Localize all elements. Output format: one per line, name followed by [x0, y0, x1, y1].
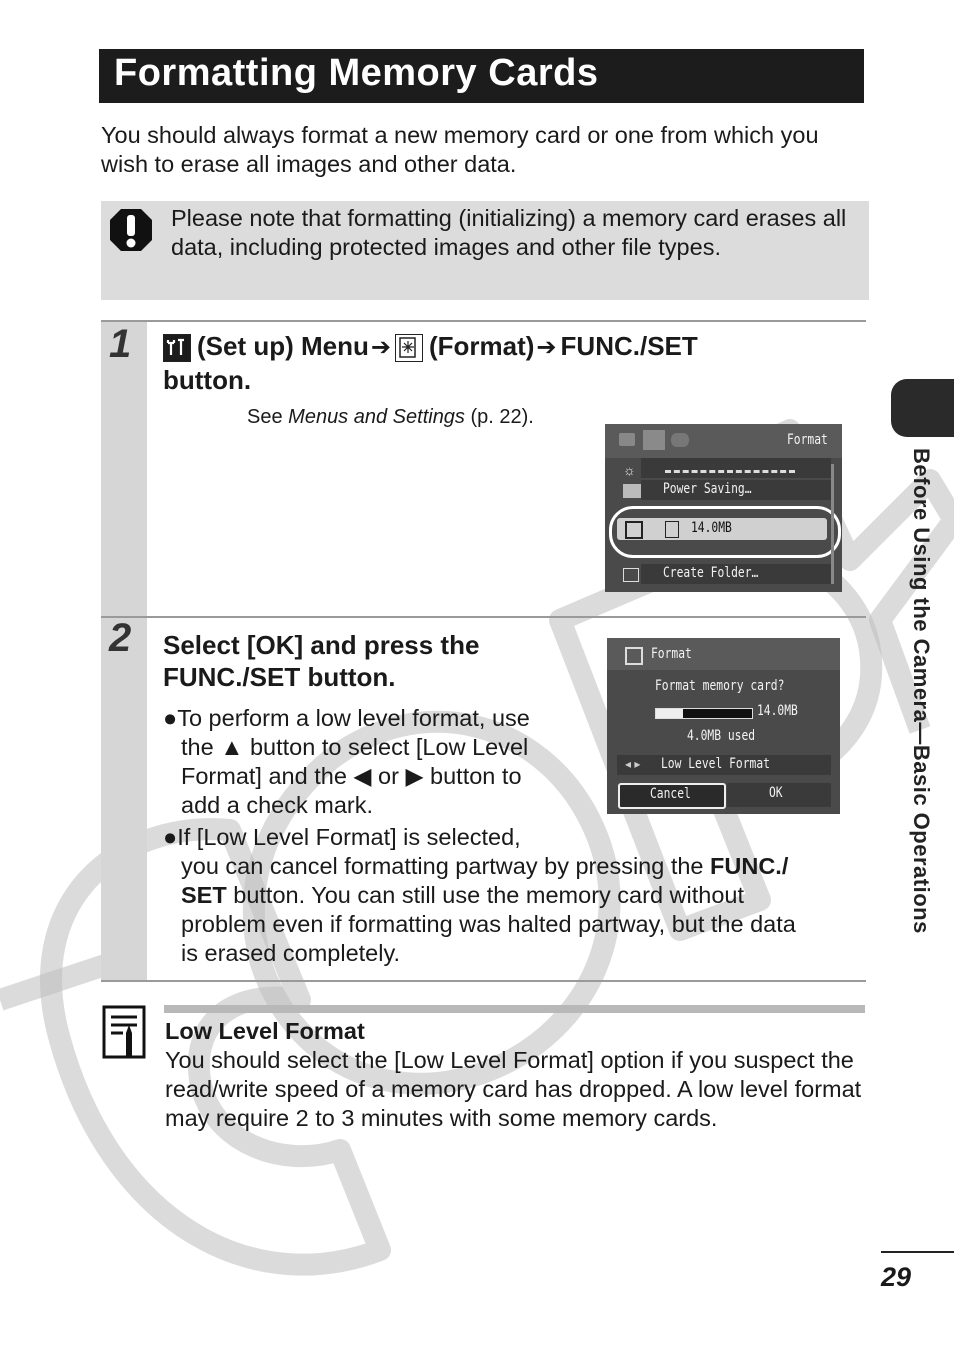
used-value: 4.0MB used	[687, 728, 756, 744]
camera-tab-icon	[619, 433, 635, 446]
format-icon	[395, 334, 423, 362]
bullet-line: problem even if formatting was halted partway, but the data	[181, 911, 796, 937]
memo-rule	[164, 1005, 865, 1013]
low-level-row[interactable]	[617, 755, 831, 775]
format-row-selected	[617, 518, 827, 540]
bullet-dot-icon: ●	[163, 824, 178, 850]
step2-column	[101, 618, 147, 980]
power-icon	[623, 484, 641, 498]
power-saving-row	[641, 480, 831, 500]
setup-menu-icon	[163, 334, 191, 362]
step2-heading	[163, 629, 593, 693]
func-set-label: FUNC./SET	[560, 331, 698, 361]
caution-text: Please note that formatting (initializing) a memory card erases all data, including protected images and other file types.	[171, 205, 847, 260]
capacity-label: 14.0MB	[691, 520, 732, 536]
see-reference	[247, 406, 534, 429]
chapter-tab	[891, 379, 954, 437]
step-divider	[101, 616, 866, 618]
see-link-title: Menus and Settings	[288, 406, 465, 428]
bullet-low-level	[163, 704, 583, 820]
caution-icon	[108, 207, 154, 253]
camera-screen-format	[607, 638, 840, 814]
bullet-line: is erased completely.	[181, 940, 400, 966]
bullet-text: button. You can still use the memory card without	[226, 882, 745, 908]
memo-heading: Low Level Format	[165, 1018, 365, 1044]
page-number-rule	[881, 1251, 954, 1253]
cancel-label: Cancel	[650, 786, 691, 802]
see-suffix: (p. 22).	[464, 406, 534, 428]
step2-heading-line1: Select [OK] and press the	[163, 630, 480, 660]
arrow-right-icon: ➔	[536, 334, 557, 361]
scrollbar	[831, 464, 834, 584]
step-divider	[101, 980, 866, 982]
camera-screen-menu	[605, 424, 842, 592]
bullet-line: Format] and the ◀ or ▶ button to	[181, 763, 522, 789]
memo-text: You should select the [Low Level Format] option if you suspect the read/write speed of a memory card has dropped. A low level format may require 2 to 3 minutes with some memory cards.	[165, 1047, 862, 1131]
step-divider	[101, 320, 866, 322]
step1-column	[101, 322, 147, 616]
low-level-label: Low Level Format	[661, 756, 770, 772]
setup-tab-icon	[643, 430, 665, 450]
set-label: SET	[181, 882, 227, 908]
format-label: (Format)	[428, 331, 535, 361]
bullet-line: the ▲ button to select [Low Level	[181, 734, 529, 760]
format-dialog-header	[607, 638, 840, 670]
bullet-line	[163, 823, 863, 852]
see-prefix: See	[247, 406, 289, 428]
bullet-dot-icon: ●	[163, 705, 178, 731]
brightness-scale	[665, 470, 795, 477]
folder-icon	[623, 568, 639, 582]
bullet-line	[163, 852, 863, 881]
cancel-button[interactable]	[618, 783, 726, 809]
bullet-text: you can cancel formatting partway by pressing the	[181, 853, 711, 879]
power-saving-label: Power Saving…	[663, 481, 752, 497]
brightness-row	[641, 458, 831, 478]
bullet-line	[163, 881, 863, 910]
step2-heading-line2: FUNC./SET button.	[163, 662, 396, 692]
format-dialog-icon	[625, 647, 643, 665]
step1-number: 1	[109, 322, 132, 366]
screen-header: Format	[787, 432, 828, 448]
intro-paragraph: You should always format a new memory card or one from which you wish to erase all images and other data.	[101, 122, 819, 177]
usage-bar-fill	[656, 709, 683, 718]
ok-label: OK	[769, 785, 783, 801]
button-label: button.	[163, 365, 252, 395]
caution-note	[101, 201, 869, 300]
my-camera-tab-icon	[671, 433, 689, 447]
ok-button[interactable]	[727, 783, 831, 807]
memo-icon	[101, 1005, 147, 1061]
bullet-line	[163, 704, 583, 733]
card-icon	[665, 521, 679, 538]
setup-menu-label: (Set up) Menu	[197, 331, 369, 361]
brightness-icon: ☼	[623, 462, 636, 478]
check-arrows-icon: ◂ ▸	[625, 757, 641, 771]
bullet-line: add a check mark.	[181, 792, 374, 818]
usage-bar	[655, 708, 753, 719]
title-bar	[99, 49, 864, 103]
arrow-right-icon: ➔	[370, 334, 391, 361]
bullet-text: If [Low Level Format] is selected,	[177, 824, 521, 850]
func-label: FUNC./	[710, 853, 789, 879]
page-number: 29	[881, 1262, 912, 1292]
format-row-icon	[625, 521, 643, 539]
capacity-value: 14.0MB	[757, 703, 798, 719]
create-folder-row	[641, 564, 831, 584]
step2-number: 2	[109, 616, 132, 660]
step1-heading	[163, 330, 863, 397]
bullet-cancel	[163, 823, 863, 968]
format-dialog-title: Format	[651, 646, 692, 662]
format-question: Format memory card?	[655, 678, 785, 694]
screen-tabs	[605, 424, 842, 458]
bullet-text: To perform a low level format, use	[177, 705, 530, 731]
page-title: Formatting Memory Cards	[114, 52, 599, 94]
create-folder-label: Create Folder…	[663, 565, 759, 581]
chapter-label: Before Using the Camera—Basic Operations	[909, 448, 934, 934]
